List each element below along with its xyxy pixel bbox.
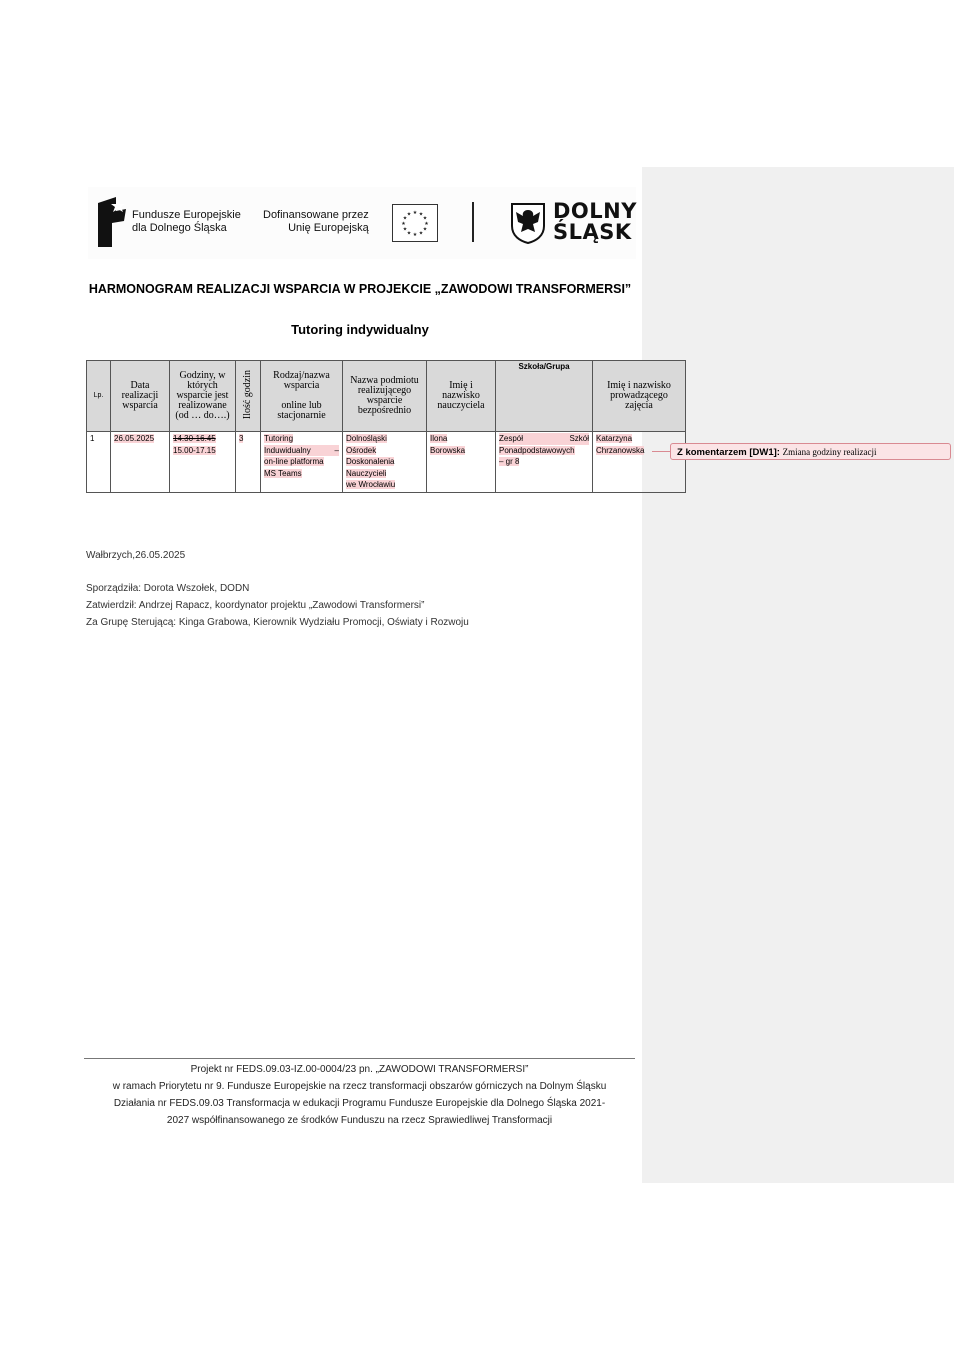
header-ilosc-godzin: Ilość godzin <box>236 361 261 432</box>
eu-flag-icon <box>392 204 438 242</box>
document-title: HARMONOGRAM REALIZACJI WSPARCIA W PROJEKCIE „ZAWODOWI TRANSFORMERSI” <box>88 282 632 296</box>
signer-line: Za Grupę Sterującą: Kinga Grabowa, Kierownik Wydziału Promocji, Oświaty i Rozwoju <box>86 617 469 628</box>
header-nauczyciel: Imię i nazwisko nauczyciela <box>427 361 496 432</box>
comment-balloon[interactable] <box>670 443 951 460</box>
svg-text:★: ★ <box>402 215 408 222</box>
cell-szkola: Zespół Szkół Ponadpodstawowych – gr 8 <box>496 432 593 493</box>
svg-text:★: ★ <box>401 221 406 227</box>
comment-connector <box>652 451 672 452</box>
footer-rule <box>84 1058 635 1059</box>
comment-text: Zmiana godziny realizacji <box>782 447 877 457</box>
footer-line: Działania nr FEDS.09.03 Transformacja w edukacji Programu Fundusze Europejskie dla Dolnego Śląska 2021- <box>113 1098 606 1109</box>
footer-line: Projekt nr FEDS.09.03-IZ.00-0004/23 pn. „ZAWODOWI TRANSFORMERSI” <box>190 1064 529 1075</box>
svg-text:★: ★ <box>422 215 428 222</box>
svg-text:★: ★ <box>406 211 412 218</box>
deleted-hours: 14.30-16.45 <box>173 434 216 443</box>
footer-line: w ramach Priorytetu nr 9. Fundusze Europejskie na rzecz transformacji obszarów górniczych na Dolnym Śląsku <box>112 1081 607 1092</box>
cell-lp: 1 <box>87 432 111 493</box>
header-rodzaj: Rodzaj/nazwa wsparcia online lub stacjonarnie <box>261 361 343 432</box>
fe-logo-text: Fundusze Europejskie dla Dolnego Śląska <box>132 209 241 234</box>
dolny-slask-eagle-icon <box>510 202 546 244</box>
logo-bar <box>88 187 636 259</box>
comment-author: Z komentarzem [DW1]: <box>677 447 780 458</box>
header-lp: Lp. <box>87 361 111 432</box>
page-footer <box>84 1061 635 1129</box>
cell-podmiot: Dolnośląski Ośrodek Doskonalenia Nauczycieli we Wrocławiu <box>343 432 427 493</box>
table-row <box>87 432 686 493</box>
logo-separator <box>472 202 474 242</box>
ue-logo-text: Dofinansowane przez Unię Europejską <box>263 209 369 234</box>
svg-text:★: ★ <box>412 232 418 238</box>
cell-data: 26.05.2025 <box>111 432 170 493</box>
cell-nauczyciel: Ilona Borowska <box>427 432 496 493</box>
schedule-table <box>86 360 686 493</box>
inserted-hours: 15.00-17.15 <box>173 445 216 455</box>
header-podmiot: Nazwa podmiotu realizującego wsparcie bezpośrednio <box>343 361 427 432</box>
place-and-date: Wałbrzych,26.05.2025 <box>86 550 186 561</box>
svg-text:★: ★ <box>422 226 428 233</box>
dolny-slask-logo-text: DOLNY ŚLĄSK <box>553 199 637 244</box>
cell-ilosc: 3 <box>236 432 261 493</box>
cell-rodzaj: Tutoring Induwidualny – on-line platforma MS Teams <box>261 432 343 493</box>
cell-godziny <box>170 432 236 493</box>
header-data: Data realizacji wsparcia <box>111 361 170 432</box>
fundusze-europejskie-logo-icon <box>98 197 126 247</box>
table-header-row <box>87 361 686 432</box>
svg-text:★: ★ <box>418 230 424 237</box>
svg-text:★: ★ <box>402 226 408 233</box>
svg-text:★: ★ <box>412 210 418 216</box>
header-prowadzacy: Imię i nazwisko prowadzącego zajęcia <box>593 361 686 432</box>
svg-text:★: ★ <box>418 211 424 218</box>
footer-line: 2027 współfinansowanego ze środków Funduszu na rzecz Sprawiedliwej Transformacji <box>166 1115 553 1126</box>
svg-text:★: ★ <box>406 230 412 237</box>
comments-margin-pane <box>642 167 954 1183</box>
signer-line: Sporządziła: Dorota Wszołek, DODN <box>86 583 250 594</box>
svg-text:★: ★ <box>424 221 429 227</box>
signer-line: Zatwierdził: Andrzej Rapacz, koordynator projektu „Zawodowi Transformersi” <box>86 600 425 611</box>
document-subtitle: Tutoring indywidualny <box>291 322 429 337</box>
header-godziny: Godziny, w których wsparcie jest realizowane (od … do….) <box>170 361 236 432</box>
header-szkola: Szkoła/Grupa <box>496 361 593 432</box>
signers-block <box>86 580 469 631</box>
cell-prowadzacy: Katarzyna Chrzanowska <box>593 432 686 493</box>
